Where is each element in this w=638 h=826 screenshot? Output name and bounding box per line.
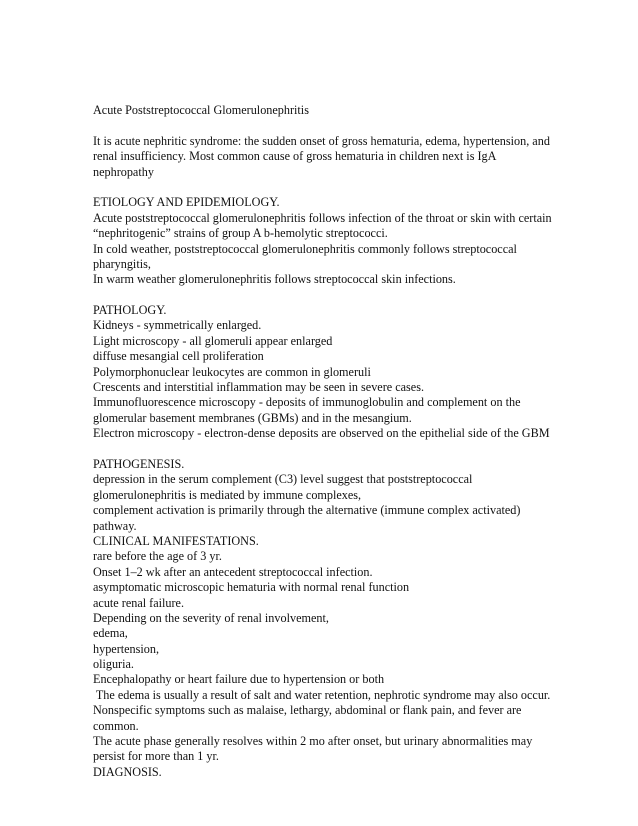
pathology-line: Light microscopy - all glomeruli appear enlarged xyxy=(93,333,333,348)
etiology-line: “nephritogenic” strains of group A b-hemolytic streptococci. xyxy=(93,226,388,241)
paragraph-gap xyxy=(93,118,583,133)
pathology-line: Polymorphonuclear leukocytes are common in glomeruli xyxy=(93,364,371,379)
diagnosis-heading: DIAGNOSIS. xyxy=(93,764,162,779)
pathogenesis-line: complement activation is primarily through the alternative (immune complex activated) xyxy=(93,503,521,518)
paragraph-gap xyxy=(93,442,583,457)
document-title: Acute Poststreptococcal Glomerulonephritis xyxy=(93,103,309,117)
etiology-line: Acute poststreptococcal glomerulonephritis follows infection of the throat or skin with certain xyxy=(93,210,552,225)
clinical-line: The edema is usually a result of salt and water retention, nephrotic syndrome may also occur. xyxy=(93,687,551,702)
clinical-line: rare before the age of 3 yr. xyxy=(93,549,222,564)
clinical-line: Nonspecific symptoms such as malaise, lethargy, abdominal or flank pain, and fever are xyxy=(93,703,522,718)
pathology-line: glomerular basement membranes (GBMs) and in the mesangium. xyxy=(93,410,412,425)
pathology-heading: PATHOLOGY. xyxy=(93,303,167,318)
paragraph-gap xyxy=(93,180,583,195)
etiology-heading: ETIOLOGY AND EPIDEMIOLOGY. xyxy=(93,195,280,210)
paragraph-gap xyxy=(93,288,583,303)
pathogenesis-heading: PATHOGENESIS. xyxy=(93,456,185,471)
pathology-line: Electron microscopy - electron-dense deposits are observed on the epithelial side of the GBM xyxy=(93,426,550,441)
etiology-line: pharyngitis, xyxy=(93,256,151,271)
clinical-line: acute renal failure. xyxy=(93,595,185,610)
intro-line: nephropathy xyxy=(93,164,154,179)
etiology-line: In warm weather glomerulonephritis follows streptococcal skin infections. xyxy=(93,272,456,287)
pathogenesis-line: pathway. xyxy=(93,518,137,533)
clinical-line: Encephalopathy or heart failure due to hypertension or both xyxy=(93,672,385,687)
pathology-line: Immunofluorescence microscopy - deposits of immunoglobulin and complement on the xyxy=(93,395,521,410)
document-body xyxy=(93,103,583,780)
pathology-line: Kidneys - symmetrically enlarged. xyxy=(93,318,262,333)
clinical-line: Depending on the severity of renal involvement, xyxy=(93,610,329,625)
clinical-line: common. xyxy=(93,718,139,733)
etiology-line: In cold weather, poststreptococcal glomerulonephritis commonly follows streptococcal xyxy=(93,241,517,256)
clinical-line: Onset 1–2 wk after an antecedent streptococcal infection. xyxy=(93,564,373,579)
pathology-line: Crescents and interstitial inflammation may be seen in severe cases. xyxy=(93,380,424,395)
clinical-line: persist for more than 1 yr. xyxy=(93,749,219,764)
clinical-line: edema, xyxy=(93,626,128,641)
intro-line: renal insufficiency. Most common cause of gross hematuria in children next is IgA xyxy=(93,149,497,164)
clinical-line: oliguria. xyxy=(93,657,134,672)
intro-line: It is acute nephritic syndrome: the sudden onset of gross hematuria, edema, hypertension, and xyxy=(93,133,550,148)
pathogenesis-line: glomerulonephritis is mediated by immune complexes, xyxy=(93,487,362,502)
clinical-line: The acute phase generally resolves within 2 mo after onset, but urinary abnormalities may xyxy=(93,734,533,749)
clinical-line: hypertension, xyxy=(93,641,160,656)
pathogenesis-line: depression in the serum complement (C3) level suggest that poststreptococcal xyxy=(93,472,473,487)
clinical-line: asymptomatic microscopic hematuria with normal renal function xyxy=(93,580,410,595)
clinical-heading: CLINICAL MANIFESTATIONS. xyxy=(93,533,259,548)
pathology-line: diffuse mesangial cell proliferation xyxy=(93,349,264,364)
